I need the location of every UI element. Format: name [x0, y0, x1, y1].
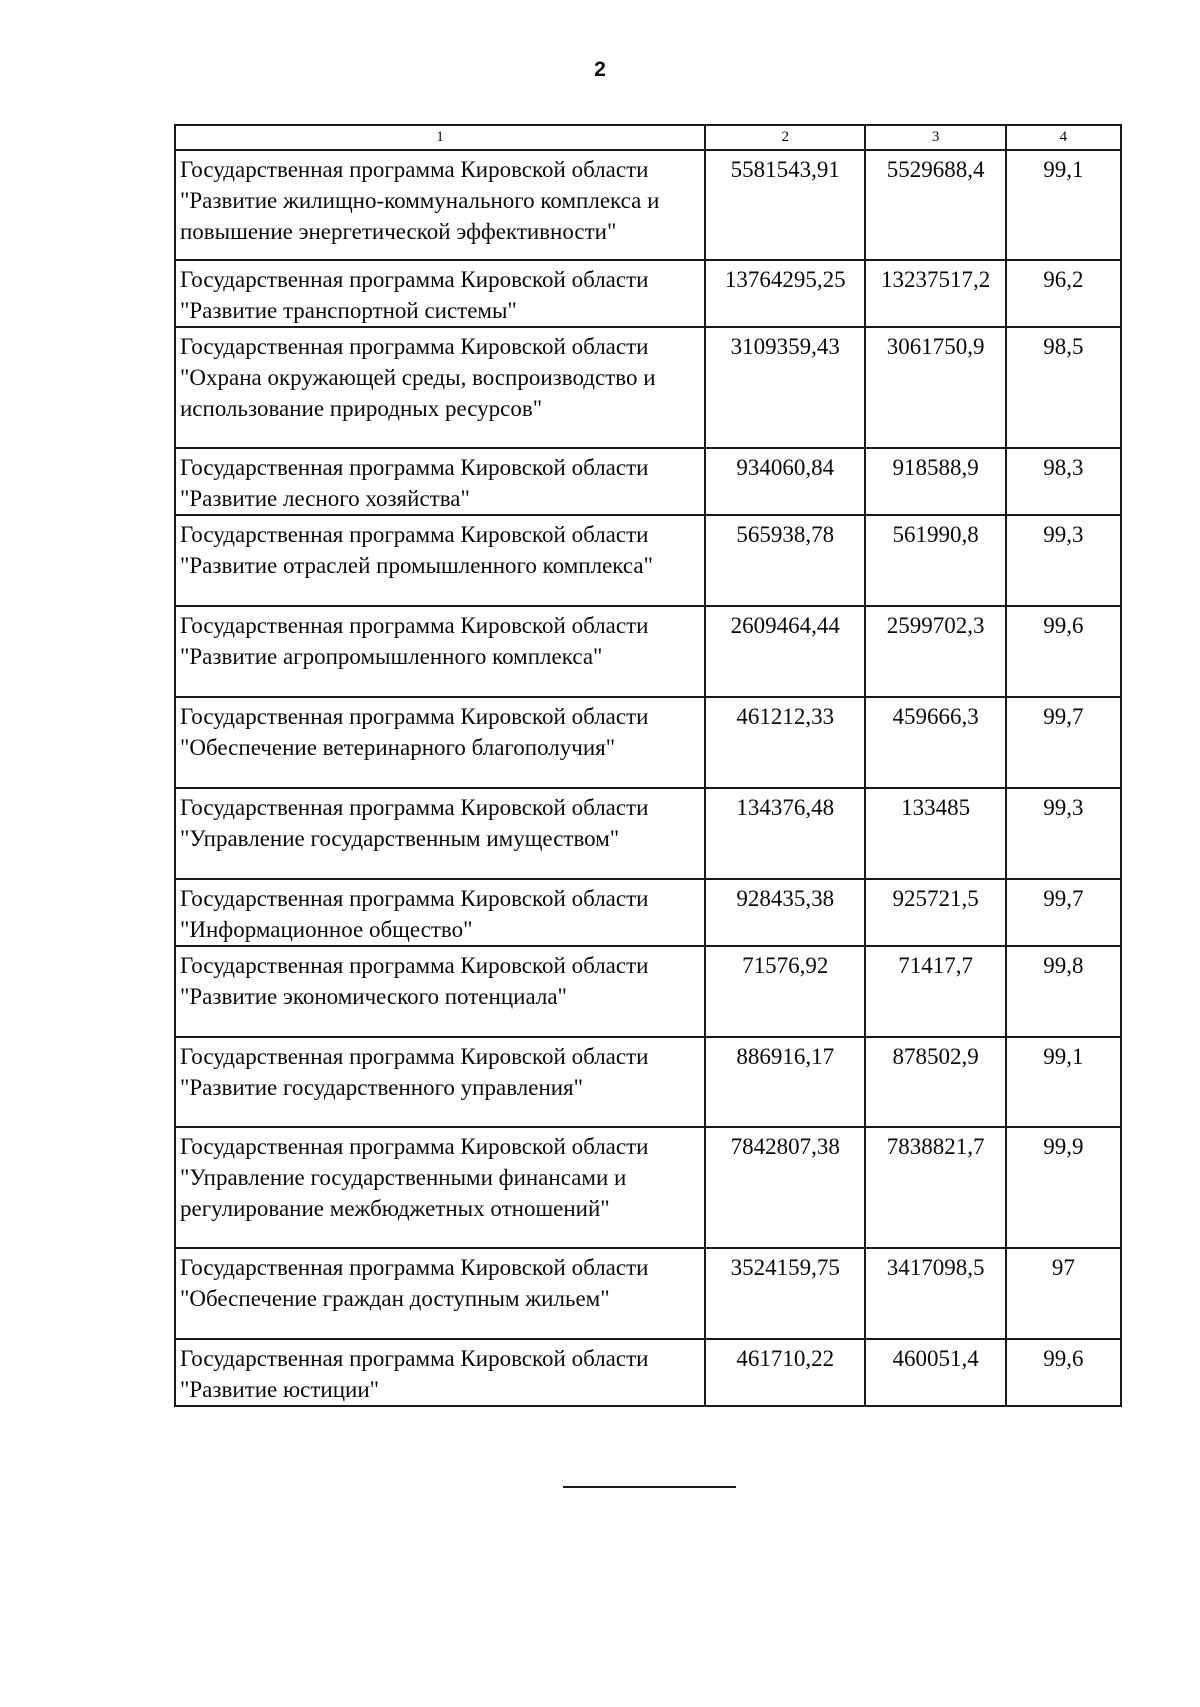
planned-amount: 565938,78	[705, 515, 865, 606]
actual-amount: 133485	[865, 788, 1005, 879]
execution-percent: 99,3	[1006, 788, 1121, 879]
execution-percent: 99,8	[1006, 946, 1121, 1037]
program-name: Государственная программа Кировской области "Развитие экономического потенциала"	[175, 946, 705, 1037]
page-number: 2	[594, 58, 606, 81]
actual-amount: 459666,3	[865, 697, 1005, 788]
table-row	[175, 697, 1121, 788]
table-row	[175, 606, 1121, 697]
planned-amount: 13764295,25	[705, 260, 865, 327]
actual-amount: 13237517,2	[865, 260, 1005, 327]
planned-amount: 934060,84	[705, 448, 865, 515]
header-cell-1: 1	[175, 125, 705, 150]
actual-amount: 561990,8	[865, 515, 1005, 606]
actual-amount: 2599702,3	[865, 606, 1005, 697]
planned-amount: 3109359,43	[705, 327, 865, 448]
budget-programs-table	[174, 124, 1122, 1407]
table-header	[175, 125, 1121, 150]
execution-percent: 99,3	[1006, 515, 1121, 606]
execution-percent: 96,2	[1006, 260, 1121, 327]
actual-amount: 918588,9	[865, 448, 1005, 515]
program-name: Государственная программа Кировской области "Информационное общество"	[175, 879, 705, 946]
execution-percent: 99,7	[1006, 879, 1121, 946]
program-name: Государственная программа Кировской области "Обеспечение граждан доступным жильем"	[175, 1248, 705, 1339]
program-name: Государственная программа Кировской области "Развитие агропромышленного комплекса"	[175, 606, 705, 697]
table-row	[175, 1248, 1121, 1339]
program-name: Государственная программа Кировской области "Управление государственными финансами и регулирование межбюджетных отношений"	[175, 1127, 705, 1248]
header-cell-4: 4	[1006, 125, 1121, 150]
actual-amount: 7838821,7	[865, 1127, 1005, 1248]
program-name: Государственная программа Кировской области "Развитие юстиции"	[175, 1339, 705, 1406]
table-row	[175, 879, 1121, 946]
table-row	[175, 1037, 1121, 1127]
execution-percent: 99,7	[1006, 697, 1121, 788]
header-cell-3: 3	[865, 125, 1005, 150]
planned-amount: 71576,92	[705, 946, 865, 1037]
execution-percent: 99,1	[1006, 1037, 1121, 1127]
execution-percent: 99,1	[1006, 150, 1121, 260]
table-body	[175, 150, 1121, 1406]
execution-percent: 98,5	[1006, 327, 1121, 448]
program-name: Государственная программа Кировской области "Охрана окружающей среды, воспроизводство и использование природных ресурсов"	[175, 327, 705, 448]
execution-percent: 97	[1006, 1248, 1121, 1339]
planned-amount: 2609464,44	[705, 606, 865, 697]
table-row	[175, 1127, 1121, 1248]
table-row	[175, 946, 1121, 1037]
planned-amount: 461710,22	[705, 1339, 865, 1406]
table-row	[175, 150, 1121, 260]
header-row	[175, 125, 1121, 150]
end-of-document-line	[563, 1486, 736, 1488]
program-name: Государственная программа Кировской области "Развитие государственного управления"	[175, 1037, 705, 1127]
execution-percent: 98,3	[1006, 448, 1121, 515]
execution-percent: 99,6	[1006, 1339, 1121, 1406]
actual-amount: 3417098,5	[865, 1248, 1005, 1339]
actual-amount: 3061750,9	[865, 327, 1005, 448]
actual-amount: 460051,4	[865, 1339, 1005, 1406]
program-name: Государственная программа Кировской области "Управление государственным имуществом"	[175, 788, 705, 879]
table-row	[175, 788, 1121, 879]
header-cell-2: 2	[705, 125, 865, 150]
execution-percent: 99,9	[1006, 1127, 1121, 1248]
planned-amount: 461212,33	[705, 697, 865, 788]
table-row	[175, 448, 1121, 515]
program-name: Государственная программа Кировской области "Развитие транспортной системы"	[175, 260, 705, 327]
program-name: Государственная программа Кировской области "Развитие лесного хозяйства"	[175, 448, 705, 515]
table-row	[175, 515, 1121, 606]
actual-amount: 71417,7	[865, 946, 1005, 1037]
planned-amount: 134376,48	[705, 788, 865, 879]
planned-amount: 886916,17	[705, 1037, 865, 1127]
table-row	[175, 1339, 1121, 1406]
planned-amount: 7842807,38	[705, 1127, 865, 1248]
planned-amount: 928435,38	[705, 879, 865, 946]
execution-percent: 99,6	[1006, 606, 1121, 697]
program-name: Государственная программа Кировской области "Развитие отраслей промышленного комплекса"	[175, 515, 705, 606]
planned-amount: 3524159,75	[705, 1248, 865, 1339]
actual-amount: 5529688,4	[865, 150, 1005, 260]
actual-amount: 878502,9	[865, 1037, 1005, 1127]
program-name: Государственная программа Кировской области "Развитие жилищно-коммунального комплекса и повышение энергетической эффективности"	[175, 150, 705, 260]
actual-amount: 925721,5	[865, 879, 1005, 946]
table-row	[175, 260, 1121, 327]
table-row	[175, 327, 1121, 448]
program-name: Государственная программа Кировской области "Обеспечение ветеринарного благополучия"	[175, 697, 705, 788]
planned-amount: 5581543,91	[705, 150, 865, 260]
